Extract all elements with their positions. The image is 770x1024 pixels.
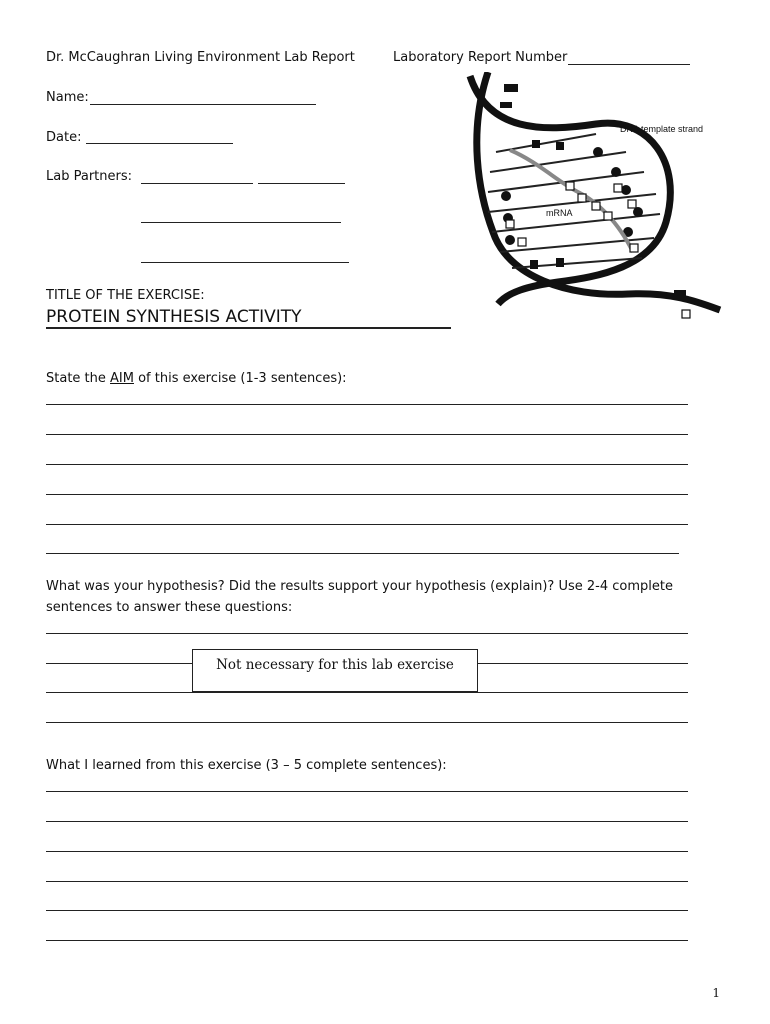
aim-answer-line-5[interactable] [46,524,688,525]
hypothesis-question-line-1: What was your hypothesis? Did the results support your hypothesis (explain)? Use 2-4 complete [46,579,673,594]
aim-answer-line-1[interactable] [46,404,688,405]
aim-word: AIM [110,371,134,386]
hypothesis-answer-line-3[interactable] [46,692,688,693]
date-label: Date: [46,130,82,145]
title-label: TITLE OF THE EXERCISE: [46,288,205,303]
aim-question [46,371,347,387]
title-underline [46,327,451,329]
dna-illustration [448,72,728,322]
lab-partner-field-1b[interactable] [258,183,345,184]
aim-answer-line-6[interactable] [46,553,679,554]
learned-question: What I learned from this exercise (3 – 5 complete sentences): [46,758,447,773]
hypothesis-answer-line-1[interactable] [46,633,688,634]
report-number-label: Laboratory Report Number [393,50,568,65]
exercise-title: PROTEIN SYNTHESIS ACTIVITY [46,307,302,327]
lab-partner-field-3[interactable] [141,262,349,263]
aim-answer-line-2[interactable] [46,434,688,435]
hypothesis-answer-line-4[interactable] [46,722,688,723]
aim-answer-line-3[interactable] [46,464,688,465]
dna-template-label: DNA template strand [620,124,704,134]
learned-answer-line-6[interactable] [46,940,688,941]
aim-prefix: State the [46,371,111,386]
mrna-label: mRNA [546,208,573,218]
lab-partner-field-1a[interactable] [141,183,253,184]
learned-answer-line-5[interactable] [46,910,688,911]
aim-answer-line-4[interactable] [46,494,688,495]
hypothesis-question-line-2: sentences to answer these questions: [46,600,293,615]
learned-answer-line-3[interactable] [46,851,688,852]
aim-suffix: of this exercise (1-3 sentences): [133,371,347,386]
course-title: Dr. McCaughran Living Environment Lab Report [46,50,355,65]
name-field[interactable] [90,104,316,105]
name-label: Name: [46,90,89,105]
lab-partners-label: Lab Partners: [46,169,132,184]
dna-base-top-2 [500,102,512,108]
learned-answer-line-1[interactable] [46,791,688,792]
mrna-strand [510,150,633,252]
learned-answer-line-2[interactable] [46,821,688,822]
lab-partner-field-2[interactable] [141,222,341,223]
dna-base-top-1 [504,84,518,92]
page-number: 1 [712,986,720,1000]
hypothesis-note-box: Not necessary for this lab exercise [192,649,478,692]
learned-answer-line-4[interactable] [46,881,688,882]
report-number-field[interactable] [568,64,690,65]
date-field[interactable] [86,143,233,144]
